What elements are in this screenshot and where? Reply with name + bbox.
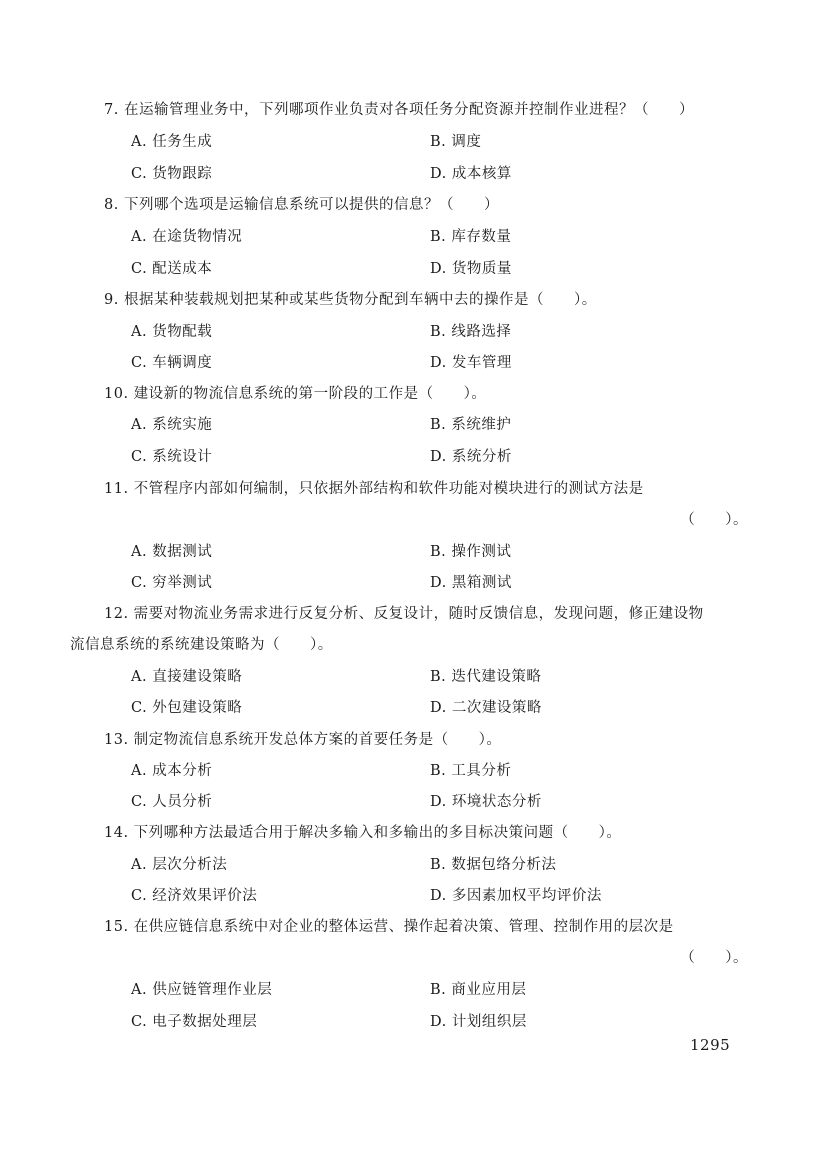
question-7-option-a: A. 任务生成: [131, 134, 213, 150]
question-14-option-a: A. 层次分析法: [131, 857, 228, 873]
question-11-option-d: D. 黑箱测试: [430, 575, 512, 591]
question-10-option-b: B. 系统维护: [430, 417, 512, 433]
question-8-option-c: C. 配送成本: [131, 261, 213, 277]
question-12-stem-continued: 流信息系统的系统建设策略为（ ）。: [70, 637, 333, 653]
question-15-option-b: B. 商业应用层: [430, 982, 527, 998]
question-11-option-c: C. 穷举测试: [131, 575, 213, 591]
question-14-option-b: B. 数据包络分析法: [430, 857, 557, 873]
question-10-option-a: A. 系统实施: [131, 417, 213, 433]
question-13-option-b: B. 工具分析: [430, 763, 512, 779]
question-14-option-d: D. 多因素加权平均评价法: [430, 888, 602, 904]
question-7-stem: 7. 在运输管理业务中，下列哪项作业负责对各项任务分配资源并控制作业进程？（ ）: [104, 102, 694, 118]
question-13-option-c: C. 人员分析: [131, 794, 213, 810]
question-8-stem: 8. 下列哪个选项是运输信息系统可以提供的信息？（ ）: [104, 197, 499, 213]
question-9-option-a: A. 货物配载: [131, 324, 213, 340]
question-8-option-b: B. 库存数量: [430, 229, 512, 245]
question-9-stem: 9. 根据某种装载规划把某种或某些货物分配到车辆中去的操作是（ ）。: [104, 292, 597, 308]
question-7-option-b: B. 调度: [430, 134, 482, 150]
question-7-option-d: D. 成本核算: [430, 166, 512, 182]
question-12-option-d: D. 二次建设策略: [430, 700, 542, 716]
page-number: 1295: [690, 1036, 731, 1054]
question-14-stem: 14. 下列哪种方法最适合用于解决多输入和多输出的多目标决策问题（ ）。: [104, 825, 622, 841]
question-10-option-d: D. 系统分析: [430, 449, 512, 465]
question-11-option-b: B. 操作测试: [430, 544, 512, 560]
question-15-answer-blank: （ ）。: [680, 950, 748, 966]
question-15-option-d: D. 计划组织层: [430, 1014, 527, 1030]
question-12-stem: 12. 需要对物流业务需求进行反复分析、反复设计，随时反馈信息，发现问题，修正建设物: [104, 606, 704, 622]
question-14-option-c: C. 经济效果评价法: [131, 888, 258, 904]
question-11-stem: 11. 不管程序内部如何编制，只依据外部结构和软件功能对模块进行的测试方法是: [104, 481, 644, 497]
question-13-option-d: D. 环境状态分析: [430, 794, 542, 810]
question-8-option-a: A. 在途货物情况: [131, 229, 243, 245]
question-9-option-b: B. 线路选择: [430, 324, 512, 340]
question-11-answer-blank: （ ）。: [680, 512, 748, 528]
question-15-stem: 15. 在供应链信息系统中对企业的整体运营、操作起着决策、管理、控制作用的层次是: [104, 919, 674, 935]
question-12-option-c: C. 外包建设策略: [131, 700, 243, 716]
question-10-stem: 10. 建设新的物流信息系统的第一阶段的工作是（ ）。: [104, 386, 487, 402]
question-15-option-c: C. 电子数据处理层: [131, 1014, 258, 1030]
question-11-option-a: A. 数据测试: [131, 544, 213, 560]
question-8-option-d: D. 货物质量: [430, 261, 512, 277]
question-13-option-a: A. 成本分析: [131, 763, 213, 779]
question-13-stem: 13. 制定物流信息系统开发总体方案的首要任务是（ ）。: [104, 732, 502, 748]
question-15-option-a: A. 供应链管理作业层: [131, 982, 273, 998]
question-9-option-d: D. 发车管理: [430, 355, 512, 371]
question-10-option-c: C. 系统设计: [131, 449, 213, 465]
question-7-option-c: C. 货物跟踪: [131, 166, 213, 182]
question-12-option-b: B. 迭代建设策略: [430, 669, 542, 685]
question-9-option-c: C. 车辆调度: [131, 355, 213, 371]
question-12-option-a: A. 直接建设策略: [131, 669, 243, 685]
